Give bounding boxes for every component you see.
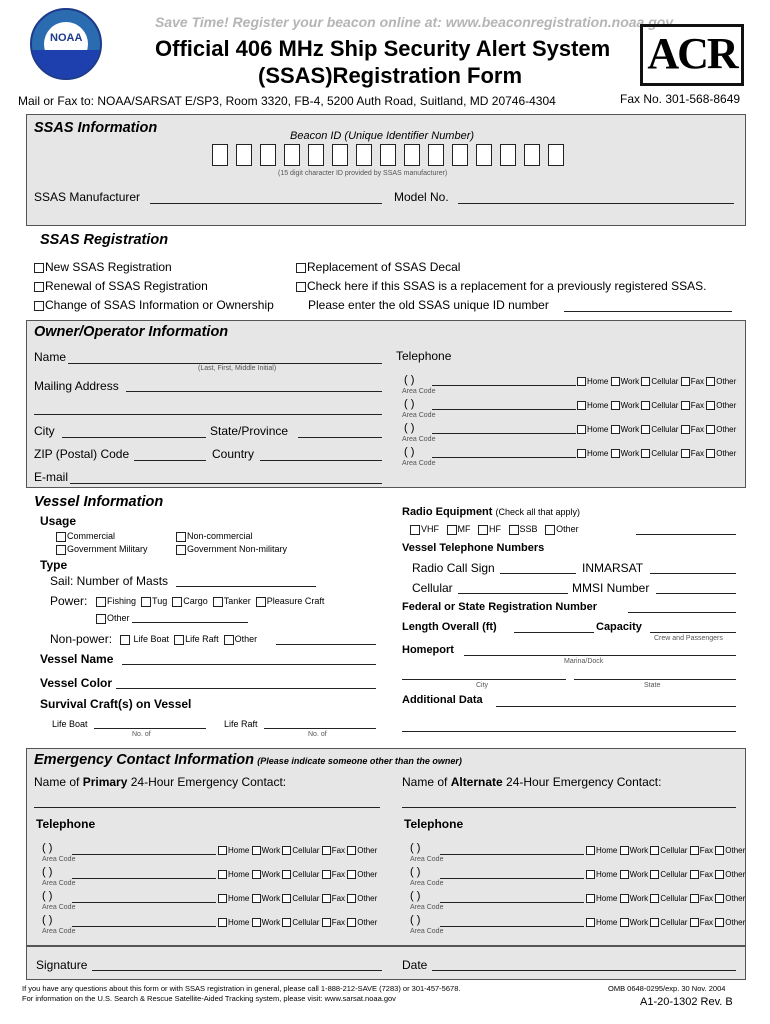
gov-military-option[interactable]: Government Military bbox=[56, 544, 148, 555]
emergency-title: Emergency Contact Information (Please indicate someone other than the owner) bbox=[34, 752, 462, 768]
name-label: Name bbox=[34, 350, 67, 364]
work-checkbox[interactable] bbox=[252, 846, 261, 855]
inmarsat-field[interactable] bbox=[650, 573, 736, 574]
cellular-checkbox[interactable] bbox=[641, 425, 650, 434]
power-other-field[interactable] bbox=[132, 622, 248, 623]
work-checkbox[interactable] bbox=[620, 870, 629, 879]
life-raft-checkbox[interactable] bbox=[174, 635, 184, 645]
capacity-field[interactable] bbox=[650, 632, 736, 633]
vessel-name-label: Vessel Name bbox=[40, 652, 114, 666]
vessel-tel-label: Vessel Telephone Numbers bbox=[402, 542, 545, 554]
manufacturer-field[interactable] bbox=[150, 203, 382, 204]
homeport-city-field[interactable] bbox=[402, 679, 566, 680]
owner-title: Owner/Operator Information bbox=[34, 324, 229, 340]
other-checkbox[interactable] bbox=[347, 894, 356, 903]
fax-checkbox[interactable] bbox=[322, 894, 331, 903]
home-checkbox[interactable] bbox=[218, 918, 227, 927]
work-checkbox[interactable] bbox=[611, 449, 620, 458]
additional-data-label: Additional Data bbox=[402, 694, 483, 706]
lifeboat-count-label: Life Boat bbox=[52, 719, 88, 729]
other-checkbox[interactable] bbox=[715, 918, 724, 927]
home-checkbox[interactable] bbox=[586, 894, 595, 903]
model-label: Model No. bbox=[394, 190, 449, 204]
sail-label: Sail: Number of Masts bbox=[50, 574, 169, 588]
ssb-checkbox[interactable] bbox=[509, 525, 519, 535]
phone-field[interactable] bbox=[72, 878, 216, 879]
fax-checkbox[interactable] bbox=[690, 918, 699, 927]
radio-call-field[interactable] bbox=[500, 573, 576, 574]
work-checkbox[interactable] bbox=[611, 401, 620, 410]
non-power-other-field[interactable] bbox=[276, 644, 376, 645]
cellular-checkbox[interactable] bbox=[641, 377, 650, 386]
non-commercial-checkbox[interactable] bbox=[176, 532, 186, 542]
signature-label: Signature bbox=[36, 958, 88, 972]
life-boat-checkbox[interactable] bbox=[120, 635, 130, 645]
radio-other-checkbox[interactable] bbox=[545, 525, 555, 535]
work-checkbox[interactable] bbox=[620, 918, 629, 927]
pleasure-checkbox[interactable] bbox=[256, 597, 266, 607]
omb-number: OMB 0648-0295/exp. 30 Nov. 2004 bbox=[608, 984, 726, 993]
other-checkbox[interactable] bbox=[706, 425, 715, 434]
fax-checkbox[interactable] bbox=[690, 846, 699, 855]
work-checkbox[interactable] bbox=[252, 918, 261, 927]
replacement-decal-option[interactable]: Replacement of SSAS Decal bbox=[296, 260, 460, 274]
mailing-address-field-2[interactable] bbox=[34, 414, 382, 415]
city-field[interactable] bbox=[62, 437, 206, 438]
cellular-label: Cellular bbox=[412, 581, 453, 595]
homeport-state-field[interactable] bbox=[574, 679, 736, 680]
mf-checkbox[interactable] bbox=[447, 525, 457, 535]
fed-reg-field[interactable] bbox=[628, 612, 736, 613]
radio-other-field[interactable] bbox=[636, 534, 736, 535]
other-checkbox[interactable] bbox=[706, 401, 715, 410]
power-other-checkbox[interactable] bbox=[96, 614, 106, 624]
cellular-checkbox[interactable] bbox=[282, 846, 291, 855]
owner-telephone-label: Telephone bbox=[396, 349, 452, 363]
old-id-label: Please enter the old SSAS unique ID number bbox=[308, 298, 549, 312]
cellular-checkbox[interactable] bbox=[650, 918, 659, 927]
vessel-title: Vessel Information bbox=[34, 494, 164, 510]
manufacturer-label: SSAS Manufacturer bbox=[34, 190, 141, 204]
work-checkbox[interactable] bbox=[252, 870, 261, 879]
registration-banner: Save Time! Register your beacon online at: www.beaconregistration.noaa.gov bbox=[155, 14, 674, 30]
radio-call-label: Radio Call Sign bbox=[412, 561, 495, 575]
tug-checkbox[interactable] bbox=[141, 597, 151, 607]
masts-field[interactable] bbox=[176, 586, 316, 587]
other-checkbox[interactable] bbox=[706, 449, 715, 458]
mmsi-label: MMSI Number bbox=[572, 581, 650, 595]
liferaft-count-label: Life Raft bbox=[224, 719, 258, 729]
hf-checkbox[interactable] bbox=[478, 525, 488, 535]
fax-checkbox[interactable] bbox=[322, 846, 331, 855]
power-other-option[interactable]: Other bbox=[96, 613, 130, 624]
non-commercial-option[interactable]: Non-commercial bbox=[176, 531, 253, 542]
mmsi-field[interactable] bbox=[656, 593, 736, 594]
questions-note: If you have any questions about this form or with SSAS registration in general, please call 1-888-212-SAVE (7283) or 301-457-5678. bbox=[22, 984, 461, 993]
other-checkbox[interactable] bbox=[715, 894, 724, 903]
commercial-checkbox[interactable] bbox=[56, 532, 66, 542]
renewal-option[interactable]: Renewal of SSAS Registration bbox=[34, 279, 208, 293]
cellular-checkbox[interactable] bbox=[282, 870, 291, 879]
tanker-checkbox[interactable] bbox=[213, 597, 223, 607]
fax-checkbox[interactable] bbox=[322, 870, 331, 879]
homeport-label: Homeport bbox=[402, 644, 454, 656]
phone-field[interactable] bbox=[440, 902, 584, 903]
state-label: State/Province bbox=[210, 424, 289, 438]
cellular-checkbox[interactable] bbox=[641, 449, 650, 458]
phone-field[interactable] bbox=[432, 385, 576, 386]
phone-field[interactable] bbox=[440, 854, 584, 855]
length-label: Length Overall (ft) bbox=[402, 621, 497, 633]
date-field[interactable] bbox=[432, 970, 736, 971]
non-power-other-checkbox[interactable] bbox=[224, 635, 234, 645]
gov-non-military-checkbox[interactable] bbox=[176, 545, 186, 555]
vhf-checkbox[interactable] bbox=[410, 525, 420, 535]
name-hint: (Last, First, Middle Initial) bbox=[198, 365, 277, 372]
alternate-contact-label: Name of Alternate 24-Hour Emergency Contact: bbox=[402, 775, 662, 789]
primary-contact-label: Name of Primary 24-Hour Emergency Contact: bbox=[34, 775, 287, 789]
alternate-telephone-label: Telephone bbox=[404, 817, 464, 831]
radio-options: VHF MF HF SSB Other bbox=[410, 524, 579, 535]
state-field[interactable] bbox=[298, 437, 382, 438]
capacity-label: Capacity bbox=[596, 621, 642, 633]
vessel-name-field[interactable] bbox=[122, 664, 376, 665]
fishing-checkbox[interactable] bbox=[96, 597, 106, 607]
mail-address: Mail or Fax to: NOAA/SARSAT E/SP3, Room 3320, FB-4, 5200 Auth Road, Suitland, MD 20746-4304 bbox=[18, 94, 556, 108]
gov-non-military-option[interactable]: Government Non-military bbox=[176, 544, 287, 555]
survival-craft-label: Survival Craft(s) on Vessel bbox=[40, 697, 192, 711]
country-label: Country bbox=[212, 447, 255, 461]
commercial-option[interactable]: Commercial bbox=[56, 531, 115, 542]
email-field[interactable] bbox=[70, 483, 382, 484]
ssas-registration-title: SSAS Registration bbox=[40, 232, 169, 248]
signature-field[interactable] bbox=[92, 970, 382, 971]
other-checkbox[interactable] bbox=[347, 846, 356, 855]
change-checkbox[interactable] bbox=[34, 301, 44, 311]
non-power-options: Life Boat Life Raft Other bbox=[120, 634, 257, 645]
non-power-label: Non-power: bbox=[50, 632, 113, 646]
renewal-checkbox[interactable] bbox=[34, 282, 44, 292]
mailing-address-label: Mailing Address bbox=[34, 379, 119, 393]
fax-number: Fax No. 301-568-8649 bbox=[620, 92, 741, 106]
home-checkbox[interactable] bbox=[218, 846, 227, 855]
phone-field[interactable] bbox=[440, 926, 584, 927]
new-registration-checkbox[interactable] bbox=[34, 263, 44, 273]
sarsat-note: For information on the U.S. Search & Rescue Satellite-Aided Tracking system, please visit: www.sarsat.noaa.gov bbox=[22, 994, 396, 1003]
zip-label: ZIP (Postal) Code bbox=[34, 447, 130, 461]
country-field[interactable] bbox=[260, 460, 382, 461]
cellular-checkbox[interactable] bbox=[650, 894, 659, 903]
primary-contact-field[interactable] bbox=[34, 807, 380, 808]
acr-logo: ACR bbox=[640, 24, 744, 86]
gov-military-checkbox[interactable] bbox=[56, 545, 66, 555]
home-checkbox[interactable] bbox=[218, 870, 227, 879]
replacement-ssas-option[interactable]: Check here if this SSAS is a replacement for a previously registered SSAS. bbox=[296, 279, 707, 293]
zip-field[interactable] bbox=[134, 460, 206, 461]
fax-checkbox[interactable] bbox=[690, 870, 699, 879]
cargo-checkbox[interactable] bbox=[172, 597, 182, 607]
home-checkbox[interactable] bbox=[577, 449, 586, 458]
lifeboat-count-field[interactable] bbox=[94, 728, 206, 729]
phone-field[interactable] bbox=[440, 878, 584, 879]
usage-label: Usage bbox=[40, 514, 77, 528]
home-checkbox[interactable] bbox=[586, 918, 595, 927]
home-checkbox[interactable] bbox=[218, 894, 227, 903]
fax-checkbox[interactable] bbox=[322, 918, 331, 927]
model-field[interactable] bbox=[458, 203, 734, 204]
home-checkbox[interactable] bbox=[577, 401, 586, 410]
fax-checkbox[interactable] bbox=[681, 449, 690, 458]
work-checkbox[interactable] bbox=[620, 894, 629, 903]
beacon-id-label: Beacon ID (Unique Identifier Number) bbox=[290, 130, 475, 142]
vessel-color-label: Vessel Color bbox=[40, 676, 113, 690]
fed-reg-label: Federal or State Registration Number bbox=[402, 601, 597, 613]
other-checkbox[interactable] bbox=[347, 870, 356, 879]
primary-telephone-label: Telephone bbox=[36, 817, 96, 831]
marina-field[interactable] bbox=[464, 655, 736, 656]
phone-field[interactable] bbox=[72, 902, 216, 903]
fax-checkbox[interactable] bbox=[681, 401, 690, 410]
old-id-field[interactable] bbox=[564, 311, 732, 312]
email-label: E-mail bbox=[34, 470, 69, 484]
form-number: A1-20-1302 Rev. B bbox=[640, 996, 733, 1008]
additional-data-field-2[interactable] bbox=[402, 731, 736, 732]
new-registration-option[interactable]: New SSAS Registration bbox=[34, 260, 172, 274]
form-title-line2: (SSAS)Registration Form bbox=[258, 63, 523, 88]
radio-equipment-label: Radio Equipment (Check all that apply) bbox=[402, 506, 581, 518]
phone-field[interactable] bbox=[72, 926, 216, 927]
noaa-logo: NOAA bbox=[30, 8, 102, 80]
power-label: Power: bbox=[50, 594, 88, 608]
replacement-ssas-checkbox[interactable] bbox=[296, 282, 306, 292]
form-title-line1: Official 406 MHz Ship Security Alert System bbox=[155, 36, 611, 61]
home-checkbox[interactable] bbox=[577, 425, 586, 434]
name-field[interactable] bbox=[68, 363, 382, 364]
work-checkbox[interactable] bbox=[611, 425, 620, 434]
change-option[interactable]: Change of SSAS Information or Ownership bbox=[34, 298, 274, 312]
mailing-address-field[interactable] bbox=[126, 391, 382, 392]
vessel-color-field[interactable] bbox=[116, 688, 376, 689]
other-checkbox[interactable] bbox=[347, 918, 356, 927]
phone-field[interactable] bbox=[432, 433, 576, 434]
length-field[interactable] bbox=[514, 632, 594, 633]
other-checkbox[interactable] bbox=[715, 870, 724, 879]
fax-checkbox[interactable] bbox=[681, 425, 690, 434]
cellular-checkbox[interactable] bbox=[650, 870, 659, 879]
home-checkbox[interactable] bbox=[577, 377, 586, 386]
work-checkbox[interactable] bbox=[620, 846, 629, 855]
cellular-checkbox[interactable] bbox=[282, 894, 291, 903]
other-checkbox[interactable] bbox=[715, 846, 724, 855]
alternate-contact-field[interactable] bbox=[402, 807, 736, 808]
signature-section bbox=[26, 946, 746, 980]
ssas-info-title: SSAS Information bbox=[34, 120, 158, 136]
additional-data-field[interactable] bbox=[496, 706, 736, 707]
date-label: Date bbox=[402, 958, 428, 972]
other-checkbox[interactable] bbox=[706, 377, 715, 386]
home-checkbox[interactable] bbox=[586, 870, 595, 879]
cellular-checkbox[interactable] bbox=[282, 918, 291, 927]
fax-checkbox[interactable] bbox=[690, 894, 699, 903]
cellular-checkbox[interactable] bbox=[641, 401, 650, 410]
cellular-checkbox[interactable] bbox=[650, 846, 659, 855]
phone-field[interactable] bbox=[432, 409, 576, 410]
replacement-decal-checkbox[interactable] bbox=[296, 263, 306, 273]
beacon-id-hint: (15 digit character ID provided by SSAS manufacturer) bbox=[278, 170, 448, 177]
fax-checkbox[interactable] bbox=[681, 377, 690, 386]
work-checkbox[interactable] bbox=[252, 894, 261, 903]
type-label: Type bbox=[40, 558, 68, 572]
phone-field[interactable] bbox=[72, 854, 216, 855]
cellular-field[interactable] bbox=[458, 593, 568, 594]
phone-field[interactable] bbox=[432, 457, 576, 458]
inmarsat-label: INMARSAT bbox=[582, 561, 644, 575]
power-options: Fishing Tug Cargo Tanker Pleasure Craft bbox=[96, 596, 324, 607]
liferaft-count-field[interactable] bbox=[264, 728, 376, 729]
city-label: City bbox=[34, 424, 55, 438]
work-checkbox[interactable] bbox=[611, 377, 620, 386]
home-checkbox[interactable] bbox=[586, 846, 595, 855]
